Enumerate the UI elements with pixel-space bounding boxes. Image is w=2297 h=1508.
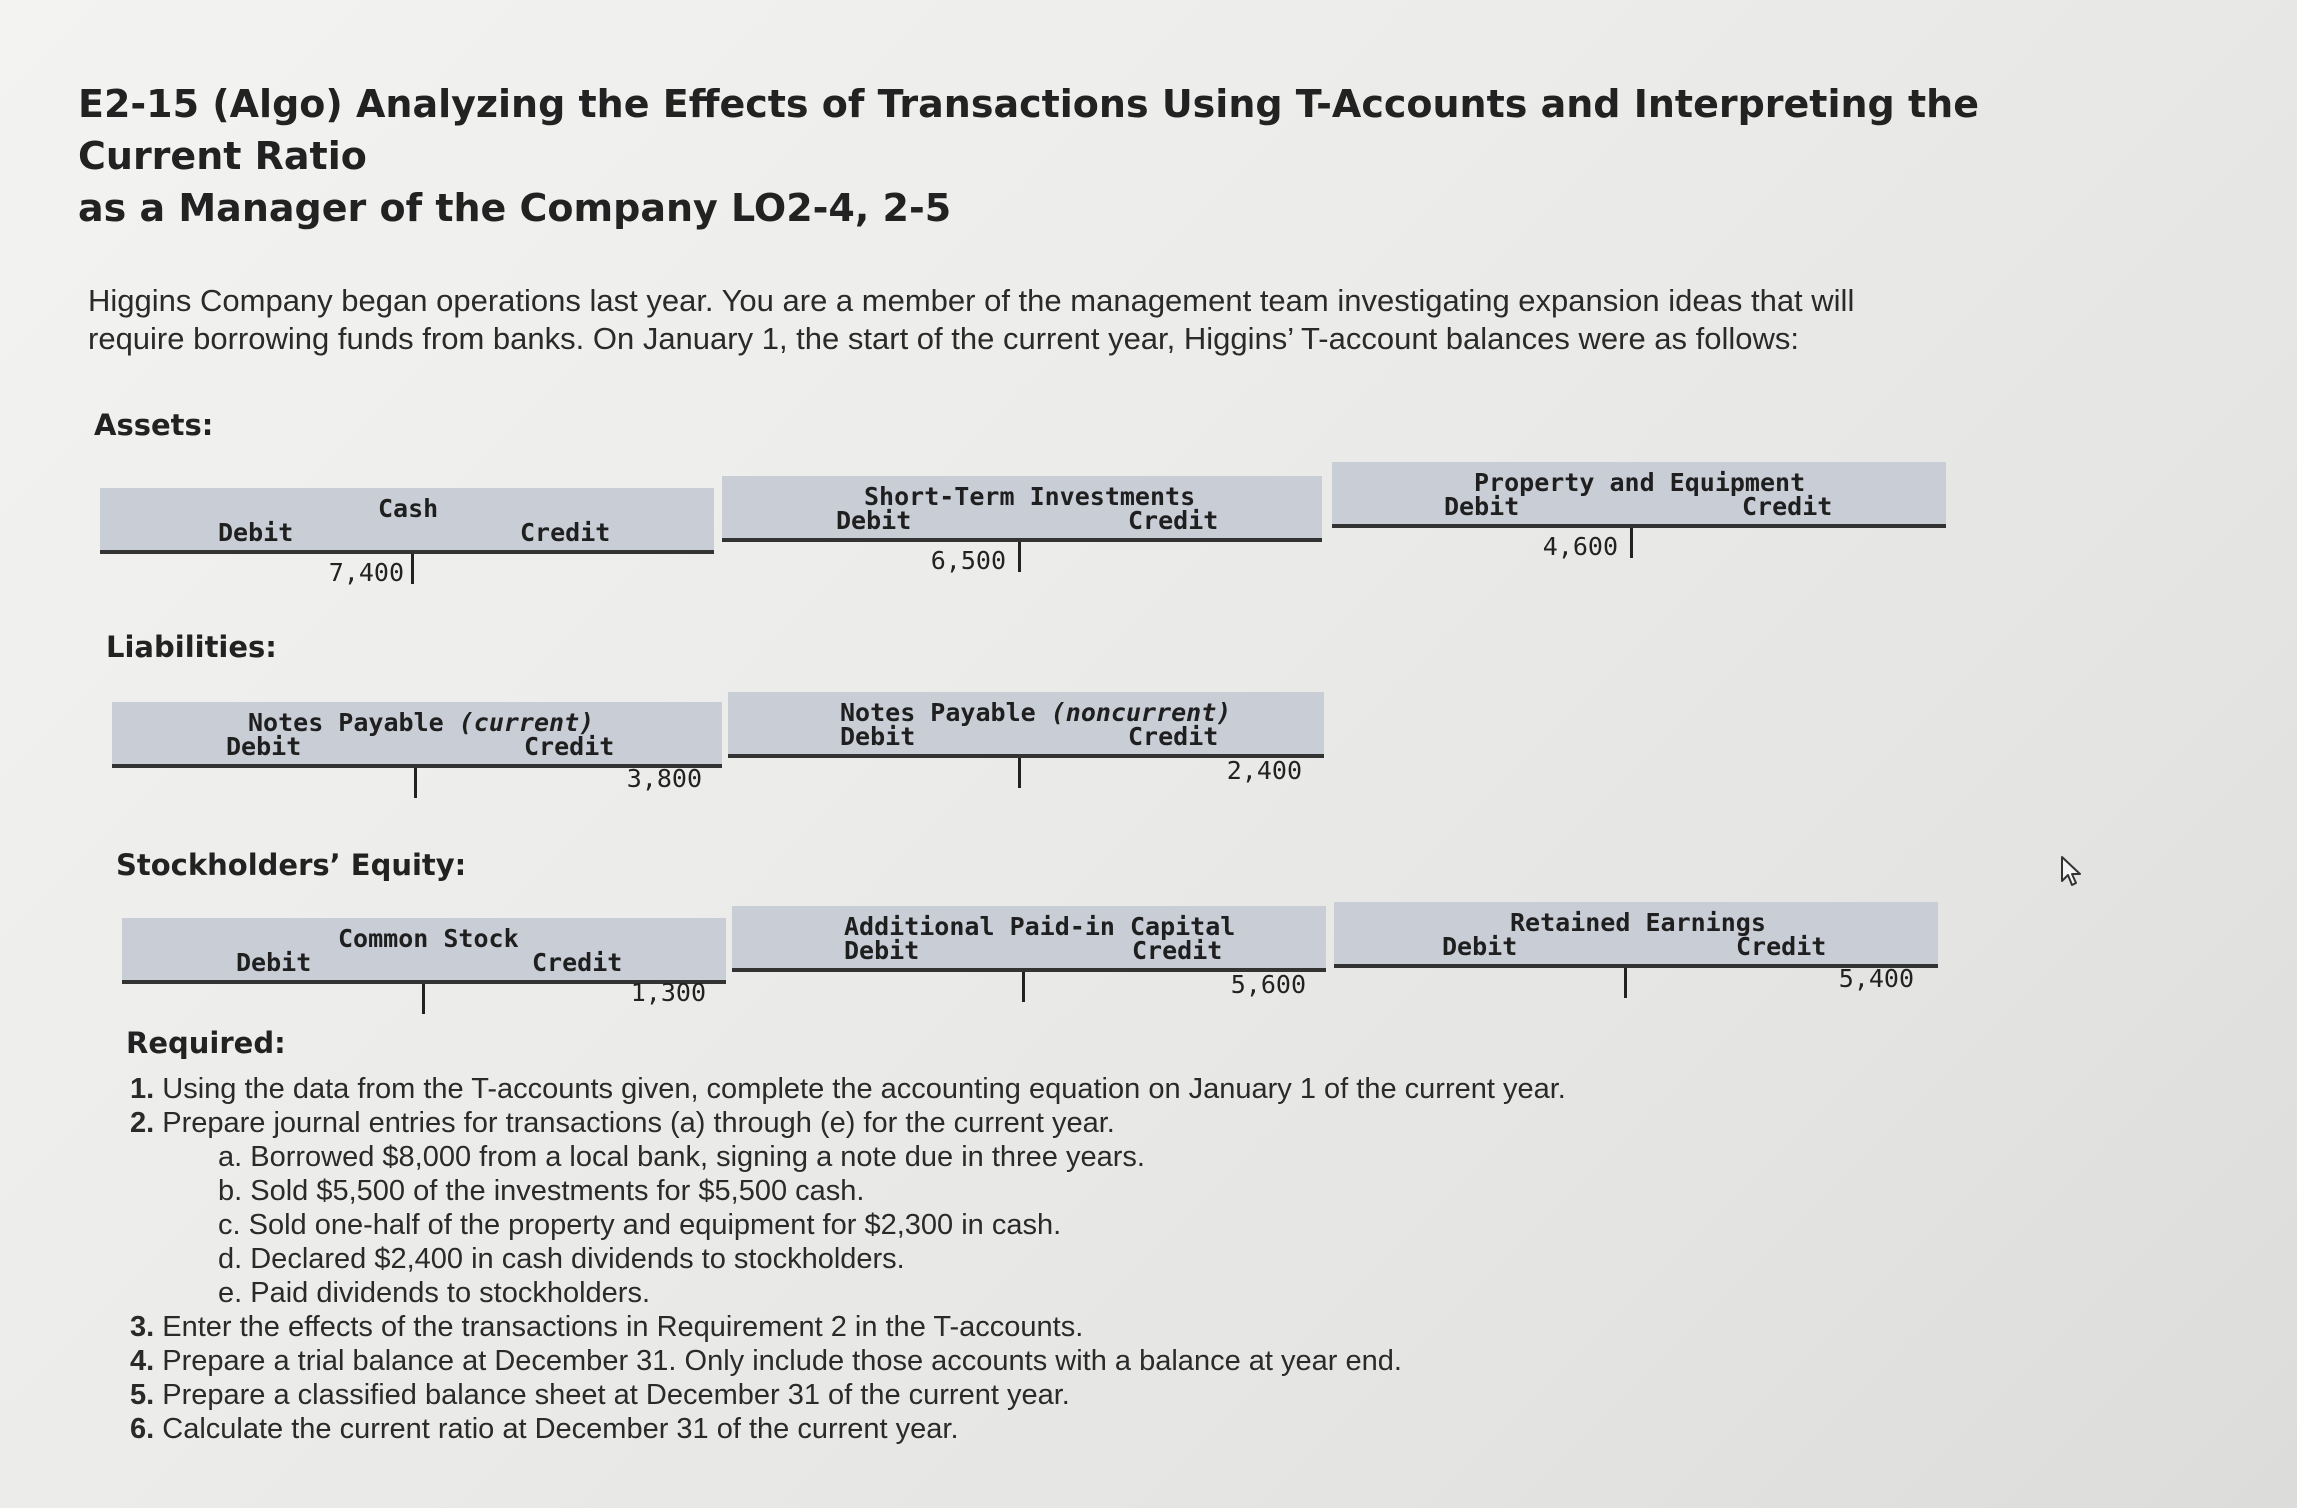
debit-balance: 6,500 [930,546,1006,575]
t-account-divider [1018,758,1021,788]
t-account-short-term-investments [722,476,1322,586]
account-name: Additional Paid-in Capital [844,912,1236,941]
title-line-2: as a Manager of the Company LO2-4, 2-5 [78,186,952,230]
intro-line-2: require borrowing funds from banks. On January 1, the start of the current year, Higgins’ T-account balances were as follows: [88,321,1800,356]
t-account-divider [422,984,425,1014]
t-account-cash [100,488,714,598]
intro-line-1: Higgins Company began operations last year. You are a member of the management team investigating expansion ideas that will [88,283,1855,318]
t-account-header [722,476,1322,542]
debit-label: Debit [226,732,302,761]
equity-label: Stockholders’ Equity: [116,848,467,882]
transaction-b: b. Sold $5,500 of the investments for $5,500 cash. [218,1175,865,1207]
credit-label: Credit [1128,722,1219,751]
requirement-4: 4. Prepare a trial balance at December 31. Only include those accounts with a balance at year end. [130,1345,1402,1377]
problem-intro [88,282,1988,358]
requirement-5: 5. Prepare a classified balance sheet at December 31 of the current year. [130,1379,1070,1411]
t-account-divider [1018,542,1021,572]
transaction-a: a. Borrowed $8,000 from a local bank, signing a note due in three years. [218,1141,1145,1173]
t-account-header [728,692,1324,758]
credit-label: Credit [1128,506,1219,535]
credit-label: Credit [1736,932,1827,961]
debit-label: Debit [840,722,916,751]
credit-label: Credit [1742,492,1833,521]
credit-balance: 3,800 [626,764,702,793]
debit-label: Debit [236,948,312,977]
t-account-divider [1022,972,1025,1002]
t-account-common-stock [122,918,726,1028]
credit-label: Credit [1132,936,1223,965]
t-account-divider [414,768,417,798]
account-name: Common Stock [338,924,519,953]
t-account-header [1334,902,1938,968]
t-account-header [1332,462,1946,528]
t-account-divider [1624,968,1627,998]
requirement-3: 3. Enter the effects of the transactions in Requirement 2 in the T-accounts. [130,1311,1084,1343]
debit-label: Debit [218,518,294,547]
t-account-divider [1630,528,1633,558]
requirement-1: 1. Using the data from the T-accounts given, complete the accounting equation on January 1 of the current year. [130,1073,1566,1105]
t-account-header [732,906,1326,972]
credit-balance: 5,600 [1230,970,1306,999]
account-name: Short-Term Investments [864,482,1196,511]
debit-label: Debit [844,936,920,965]
account-name: Property and Equipment [1474,468,1806,497]
assets-label: Assets: [94,408,214,442]
transaction-c: c. Sold one-half of the property and equipment for $2,300 in cash. [218,1209,1062,1241]
problem-title [78,78,2078,234]
account-name: Cash [378,494,439,523]
debit-label: Debit [1442,932,1518,961]
t-account-property-equipment [1332,462,1946,572]
transaction-d: d. Declared $2,400 in cash dividends to stockholders. [218,1243,905,1275]
t-account-retained-earnings [1334,902,1938,1012]
t-account-divider [411,554,414,584]
requirement-2: 2. Prepare journal entries for transactions (a) through (e) for the current year. [130,1107,1115,1139]
account-name-qualifier: (current) [458,708,595,737]
t-account-notes-payable-noncurrent [728,692,1324,802]
t-account-notes-payable-current [112,702,722,812]
credit-label: Credit [524,732,615,761]
t-account-additional-paid-in-capital [732,906,1326,1016]
required-heading: Required: [126,1026,286,1060]
debit-balance: 7,400 [328,558,404,587]
credit-label: Credit [520,518,611,547]
credit-balance: 5,400 [1838,964,1914,993]
credit-balance: 2,400 [1226,756,1302,785]
account-name-prefix: Notes Payable [840,698,1051,727]
required-list [130,1072,1830,1446]
liabilities-label: Liabilities: [106,630,277,664]
title-line-1: E2-15 (Algo) Analyzing the Effects of Transactions Using T-Accounts and Interpreting the Current Ratio [78,82,1979,178]
debit-label: Debit [836,506,912,535]
debit-balance: 4,600 [1542,532,1618,561]
credit-label: Credit [532,948,623,977]
t-account-header [122,918,726,984]
account-name-qualifier: (noncurrent) [1050,698,1232,727]
account-name: Retained Earnings [1510,908,1766,937]
mouse-pointer-icon [2060,855,2086,894]
transaction-e: e. Paid dividends to stockholders. [218,1277,651,1309]
account-name-prefix: Notes Payable [248,708,459,737]
credit-balance: 1,300 [630,978,706,1007]
debit-label: Debit [1444,492,1520,521]
requirement-6: 6. Calculate the current ratio at December 31 of the current year. [130,1413,959,1445]
t-account-header [100,488,714,554]
t-account-header [112,702,722,768]
